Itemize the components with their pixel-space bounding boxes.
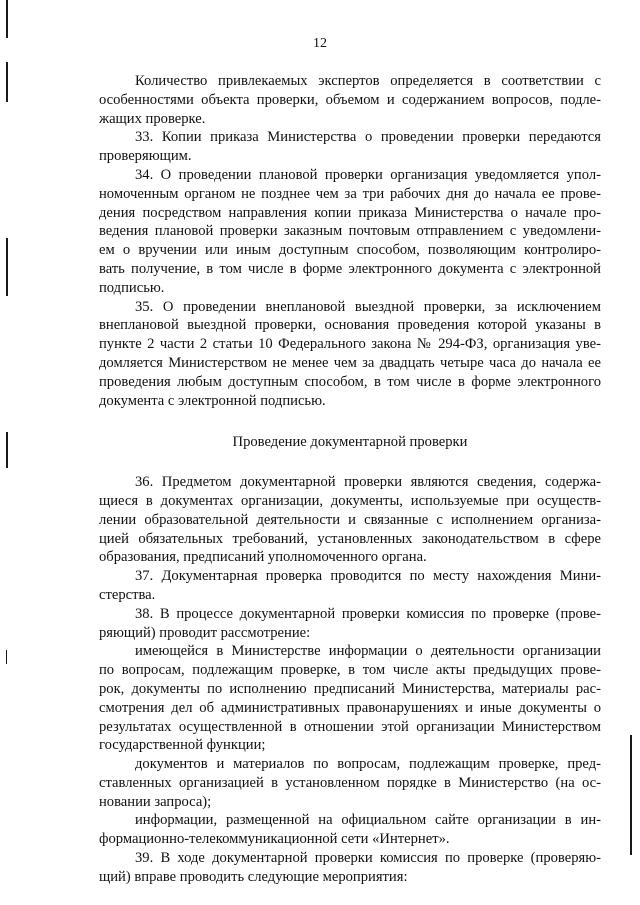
text-line: номоченным органом не позднее чем за три рабочих дня до начала ее прове- <box>99 185 601 202</box>
text-line: 34. О проведении плановой проверки организация уведомляется упол- <box>135 166 601 183</box>
document-body <box>99 72 601 887</box>
text-line: 35. О проведении внеплановой выездной проверки, за исключением <box>135 298 601 315</box>
text-line: имеющейся в Министерстве информации о деятельности организации <box>135 643 601 660</box>
text-line: документа с электронной подписью. <box>99 392 326 409</box>
scan-edge-mark <box>630 735 632 855</box>
scan-edge-mark <box>6 238 8 296</box>
text-line: 33. Копии приказа Министерства о проведении проверки передаются <box>135 129 601 146</box>
text-line: 36. Предметом документарной проверки являются сведения, содержа- <box>135 474 601 491</box>
text-line: пункте 2 части 2 статьи 10 Федерального закона № 294-ФЗ, организация уве- <box>99 336 601 353</box>
text-line: внеплановой выездной проверки, основания проведения которой указаны в <box>99 317 601 334</box>
text-line: стерства. <box>99 586 156 603</box>
text-line: проверяющим. <box>99 148 192 165</box>
text-line: щий) вправе проводить следующие мероприятия: <box>99 868 408 885</box>
text-line: домляется Министерством не менее чем за двадцать четыре часа до начала ее <box>99 354 601 371</box>
text-line: щиеся в документах организации, документы, используемые при осуществ- <box>99 492 601 509</box>
text-line: смотрения дел об административных правонарушениях и иные документы о <box>99 699 601 716</box>
text-line: дения посредством направления копии приказа Министерства о начале про- <box>99 204 601 221</box>
scan-edge-mark <box>6 432 8 468</box>
text-line: 38. В процессе документарной проверки комиссия по проверке (прове- <box>135 605 601 622</box>
scan-edge-mark <box>6 0 8 38</box>
text-line: вать получение, в том числе в форме электронного документа с электронной <box>99 260 601 277</box>
text-line: лении образовательной деятельности и связанные с исполнением организа- <box>99 511 601 528</box>
text-line: информации, размещенной на официальном сайте организации в ин- <box>135 812 601 829</box>
text-line: Количество привлекаемых экспертов определяется в соответствии с <box>135 73 601 89</box>
text-line: формационно-телекоммуникационной сети «Интернет». <box>99 831 450 848</box>
text-line: образования, предписаний уполномоченного органа. <box>99 549 427 566</box>
text-line: 39. В ходе документарной проверки комиссия по проверке (проверяю- <box>135 850 601 867</box>
text-line: ставленных организацией в установленном порядке в Министерство (на ос- <box>99 774 601 791</box>
text-line: жащих проверке. <box>99 110 206 127</box>
text-line: проведения любым доступным способом, в том числе в форме электронного <box>99 373 601 390</box>
text-line: документов и материалов по вопросам, подлежащим проверке, пред- <box>135 756 601 773</box>
text-line: рок, документы по исполнению предписаний Министерства, материалы рас- <box>99 680 601 697</box>
section-heading: Проведение документарной проверки <box>232 434 468 451</box>
text-line: подписью. <box>99 279 165 296</box>
scan-edge-mark <box>6 62 8 102</box>
text-line: государственной функции; <box>99 737 266 754</box>
text-line: цией обязательных требований, установленных законодательством в сфере <box>99 530 601 547</box>
text-line: новании запроса); <box>99 793 212 810</box>
text-line: по вопросам, подлежащим проверке, в том числе акты предыдущих прове- <box>99 662 601 679</box>
text-line: 37. Документарная проверка проводится по месту нахождения Мини- <box>135 568 601 585</box>
scan-edge-mark <box>6 650 7 664</box>
page-number: 12 <box>313 36 327 51</box>
text-line: ем о вручении или иным доступным способом, позволяющим контролиро- <box>99 242 601 259</box>
text-line: ведения плановой проверки заказным почтовым отправлением с уведомлени- <box>99 223 601 240</box>
text-line: результатах осуществленной в отношении этой организации Министерством <box>99 718 601 735</box>
text-line: ряющий) проводит рассмотрение: <box>99 624 311 641</box>
text-line: особенностями объекта проверки, объемом и содержанием вопросов, подле- <box>99 91 601 108</box>
